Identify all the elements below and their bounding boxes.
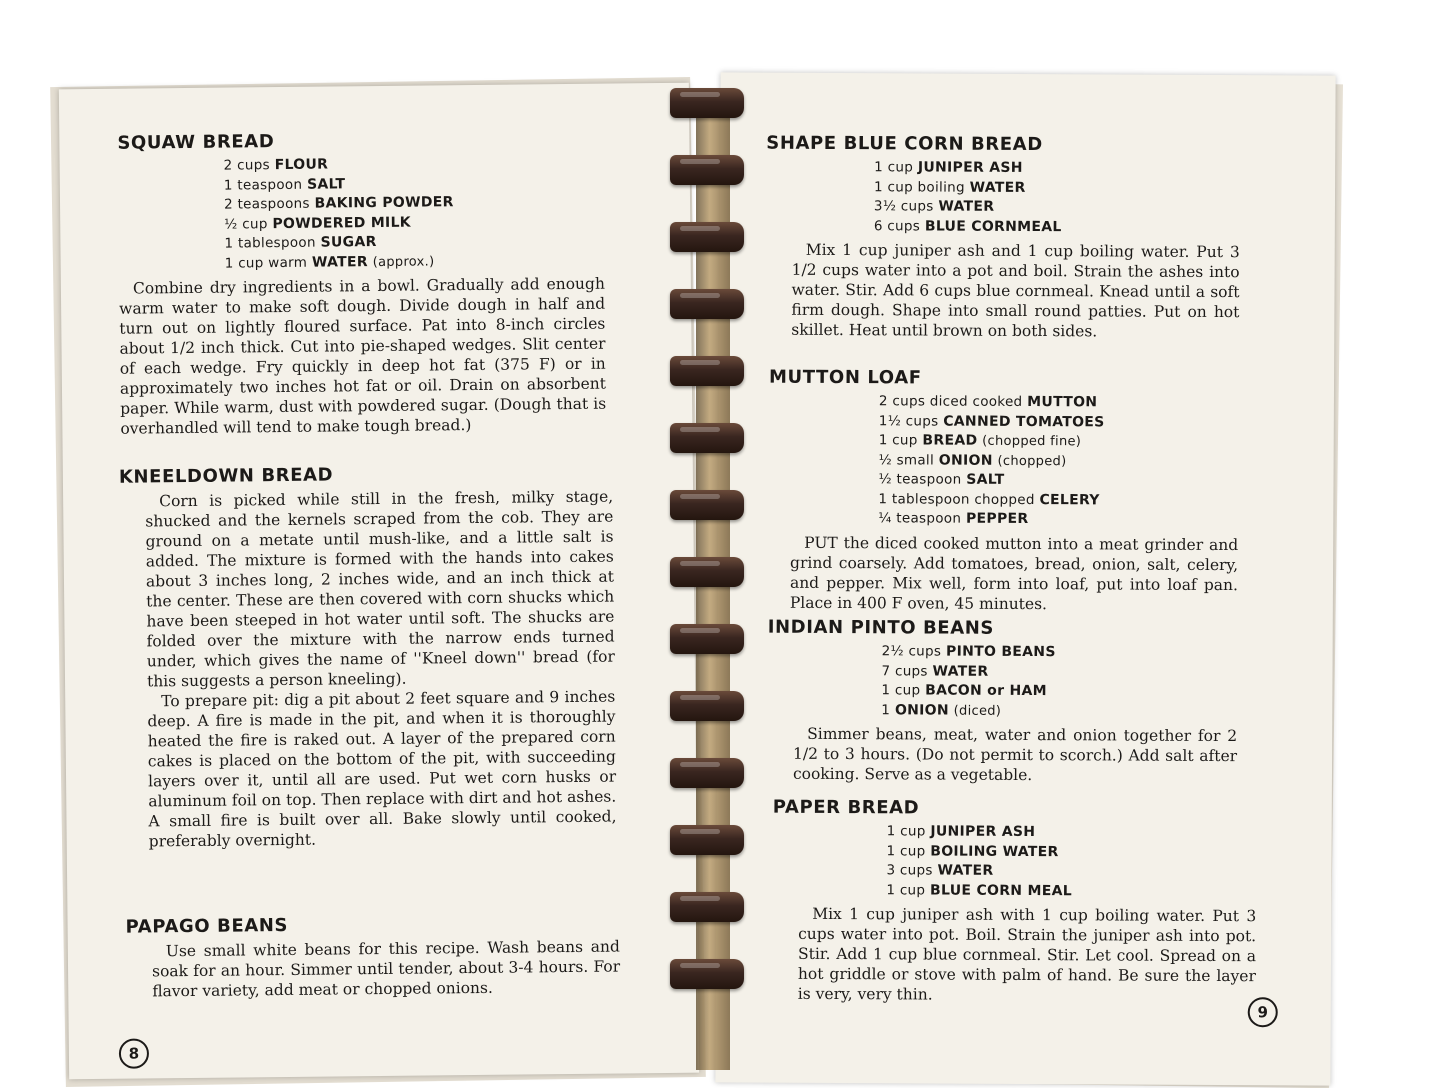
ingredient: 1 cup BACON or HAM [881, 682, 1047, 700]
binding-coil [670, 758, 744, 788]
recipe-instructions: Mix 1 cup juniper ash and 1 cup boiling water. Put 3 1/2 cups water into a pot and boil. Strain the ashes into water. Stir. Add 6 cups blue cornmeal. Knead until a soft firm dough. Shape into small round patties. Put on hot skillet. Heat until brown on both sides. [791, 240, 1240, 341]
ingredient: 2 teaspoons BAKING POWDER [223, 194, 454, 213]
binding-coil [670, 490, 744, 520]
recipe-shape-blue-corn-bread [765, 133, 1240, 342]
ingredient: 1 cup JUNIPER ASH [886, 823, 1036, 841]
ingredient: ½ cup POWDERED MILK [224, 214, 411, 233]
ingredient: 1 cup BREAD (chopped fine) [878, 432, 1082, 450]
ingredient: 1 cup warm WATER (approx.) [224, 253, 435, 272]
binding-coil [670, 959, 744, 989]
recipe-instructions: PUT the diced cooked mutton into a meat grinder and grind coarsely. Add tomatoes, bread, onion, salt, celery, and pepper. Mix well, form into loaf, put into loaf pan. Place in 400 F oven, 45 minutes. [789, 533, 1239, 613]
ingredient: 1 tablespoon chopped CELERY [878, 490, 1100, 508]
ingredient: ½ teaspoon SALT [878, 471, 1005, 488]
ingredient-list [881, 642, 1237, 722]
recipe-title: KNEELDOWN BREAD [118, 464, 334, 488]
binding-coil [670, 624, 744, 654]
page-number: 8 [119, 1038, 149, 1068]
recipe-instructions: Corn is picked while still in the fresh, milky stage, shucked and the kernels scraped from the cob. They are ground on a metate until mush-like, and a little salt is added. The mixture is formed with the hands into cakes about 3 inches long, 2 inches wide, and an inch thick at the center. These are then covered with corn shucks which have been steeped in hot water until soft. The shucks are folded over the mixture with the narrow ends turned under, which gives the name of ''Kneel down'' bread (for this suggests a person kneeling). [145, 487, 615, 691]
ingredient: 3½ cups WATER [873, 198, 995, 215]
ingredient: 6 cups BLUE CORNMEAL [873, 217, 1062, 235]
binding-coil [670, 423, 744, 453]
ingredient: 1 tablespoon SUGAR [224, 234, 377, 252]
page-number: 9 [1248, 997, 1278, 1027]
ingredient: 1 ONION (diced) [881, 701, 1002, 719]
recipe-kneeldown-bread [119, 462, 617, 852]
ingredient-list [874, 158, 1240, 238]
ingredient: 1½ cups CANNED TOMATOES [878, 412, 1105, 430]
ingredient: 1 cup BLUE CORN MEAL [886, 881, 1073, 899]
recipe-title: PAPER BREAD [772, 796, 920, 819]
recipe-instructions: Mix 1 cup juniper ash with 1 cup boiling water. Put 3 cups water into pot. Boil. Strain the juniper ash into pot. Stir. Add 1 cup blue cornmeal. Stir. Let cool. Spread on a hot griddle or stove with palm of hand. Be sure the layer is very, very thin. [797, 904, 1257, 1004]
binding-coil [670, 289, 744, 319]
recipe-title: INDIAN PINTO BEANS [767, 616, 995, 639]
ingredient: ¼ teaspoon PEPPER [878, 510, 1029, 528]
recipe-title: SHAPE BLUE CORN BREAD [766, 132, 1043, 156]
binding-coil [670, 825, 744, 855]
recipe-paper-bread [772, 797, 1257, 1007]
binding-coil [670, 691, 744, 721]
ingredient: 1 teaspoon SALT [223, 175, 346, 194]
recipe-instructions-pit: To prepare pit: dig a pit about 2 feet square and 9 inches deep. A fire is made in the pit, and when it is thoroughly heated the fire is raked out. A layer of the prepared corn cakes is placed on the bottom of the pit, with succeeding layers over it, until all are used. Put wet corn husks or aluminum foil on top. Then replace with dirt and hot ashes. A small fire is built over all. Bake slowly until cooked, preferably overnight. [147, 687, 617, 851]
spine [696, 110, 730, 1070]
ingredient: 1 cup JUNIPER ASH [874, 159, 1023, 176]
ingredient: 3 cups WATER [886, 862, 994, 879]
recipe-title: SQUAW BREAD [117, 131, 275, 154]
ingredient: ½ small ONION (chopped) [878, 451, 1067, 469]
left-page [59, 83, 699, 1080]
recipe-squaw-bread [117, 128, 606, 439]
recipe-instructions: Simmer beans, meat, water and onion together for 2 1/2 to 3 hours. (Do not permit to scorch.) Add salt after cooking. Serve as a vegetable. [792, 724, 1238, 785]
ingredient: 1 cup boiling WATER [874, 178, 1026, 196]
recipe-title: PAPAGO BEANS [125, 914, 289, 938]
recipe-indian-pinto-beans [767, 617, 1238, 786]
ingredient-list [886, 822, 1256, 902]
ingredient: 2 cups diced cooked MUTTON [878, 393, 1098, 411]
binding-coil [670, 88, 744, 118]
ingredient: 7 cups WATER [881, 662, 989, 680]
recipe-mutton-loaf [768, 367, 1239, 615]
binding-coil [670, 356, 744, 386]
binding-coil [670, 222, 744, 252]
spiral-binding [650, 70, 770, 1084]
right-page [715, 72, 1335, 1085]
ingredient-list [224, 153, 605, 274]
recipe-instructions: Use small white beans for this recipe. Wash beans and soak for an hour. Simmer until tender, about 3-4 hours. For flavor variety, add meat or chopped onions. [151, 937, 621, 1001]
binding-coil [670, 557, 744, 587]
ingredient: 2½ cups PINTO BEANS [881, 643, 1056, 661]
ingredient: 1 cup BOILING WATER [886, 842, 1059, 860]
ingredient-list [878, 392, 1239, 530]
ingredient: 2 cups FLOUR [223, 156, 329, 174]
recipe-papago-beans [126, 911, 621, 1001]
binding-coil [670, 892, 744, 922]
recipe-title: MUTTON LOAF [768, 366, 922, 389]
recipe-instructions: Combine dry ingredients in a bowl. Gradually add enough warm water to make soft dough. Divide dough in half and turn out on lightly floured surface. Pat into 8-inch circles about 1/2 inch thick. Cut into pie-shaped wedges. Slit center of each wedge. Fry quickly in deep hot fat (375 F) or in approximately two inches hot fat or oil. Drain on absorbent paper. While warm, dust with powdered sugar. (Dough that is overhandled will tend to make tough bread.) [119, 274, 607, 438]
binding-coil [670, 155, 744, 185]
